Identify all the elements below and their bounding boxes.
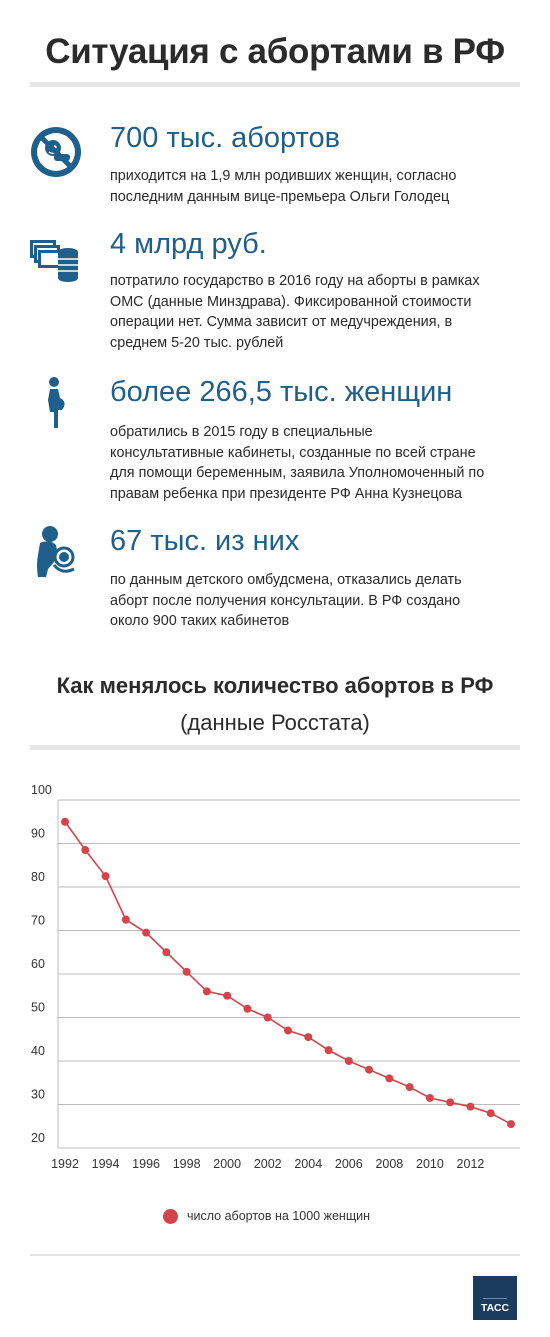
title-divider — [30, 82, 520, 87]
series-line — [65, 822, 511, 1124]
data-point — [223, 992, 231, 1000]
pregnant-woman-icon — [28, 376, 84, 432]
data-point — [365, 1066, 373, 1074]
footer-divider — [30, 1254, 520, 1256]
data-point — [385, 1074, 393, 1082]
fact-headline: 4 млрд руб. — [110, 228, 267, 260]
x-tick-label: 2010 — [416, 1157, 444, 1171]
x-tick-label: 2012 — [456, 1157, 485, 1171]
data-point — [183, 968, 191, 976]
data-point — [284, 1027, 292, 1035]
data-point — [487, 1109, 495, 1117]
x-tick-label: 1996 — [132, 1157, 160, 1171]
no-baby-icon — [28, 124, 84, 180]
y-tick-label: 80 — [31, 870, 45, 884]
data-point — [61, 818, 69, 826]
y-tick-label: 90 — [31, 826, 45, 841]
data-point — [203, 987, 211, 995]
y-tick-label: 60 — [31, 957, 45, 971]
data-point — [406, 1083, 414, 1091]
chart-title: Как менялось количество абортов в РФ — [56, 673, 494, 698]
fact-headline: 700 тыс. абортов — [110, 122, 341, 154]
data-point — [345, 1057, 353, 1065]
x-tick-label: 2000 — [213, 1157, 242, 1171]
data-point — [466, 1103, 474, 1111]
x-tick-label: 1992 — [51, 1157, 79, 1171]
data-point — [122, 916, 130, 924]
y-tick-label: 20 — [31, 1131, 45, 1145]
fact-headline: 67 тыс. из них — [110, 525, 300, 557]
x-tick-label: 1998 — [172, 1157, 201, 1171]
data-point — [446, 1098, 454, 1106]
data-point — [81, 846, 89, 854]
fact-description: по данным детского омбудсмена, отказались делать аборт после получения консультации. В РФ создано около 900 таких кабинетов — [110, 572, 462, 629]
x-tick-label: 2008 — [375, 1157, 404, 1171]
page-title: Ситуация с абортами в РФ — [45, 32, 505, 71]
y-tick-label: 30 — [31, 1087, 45, 1102]
mother-child-icon — [28, 525, 84, 581]
y-tick-label: 100 — [31, 783, 52, 797]
legend-marker — [163, 1209, 178, 1224]
x-tick-label: 2006 — [334, 1157, 363, 1171]
money-stack-icon — [28, 232, 84, 288]
fact-description: потратило государство в 2016 году на аборты в рамках ОМС (данные Минздрава). Фиксированной стоимости операции нет. Сумма зависит от медучреждения, в среднем 5-20 тыс. рублей — [110, 273, 480, 351]
fact-headline: более 266,5 тыс. женщин — [110, 376, 453, 408]
data-point — [304, 1033, 312, 1041]
tass-logo: ТАСС — [473, 1276, 517, 1320]
chart-subtitle: (данные Росстата) — [180, 710, 370, 735]
legend-label: число абортов на 1000 женщин — [187, 1209, 370, 1223]
abortion-rate-chart — [0, 780, 550, 1180]
data-point — [325, 1046, 333, 1054]
data-point — [264, 1014, 272, 1022]
data-point — [243, 1005, 251, 1013]
x-tick-label: 2002 — [253, 1157, 282, 1171]
data-point — [162, 948, 170, 956]
fact-description: приходится на 1,9 млн родивших женщин, согласно последним данным вице-премьера Ольги Голодец — [110, 168, 457, 205]
data-point — [102, 872, 110, 880]
y-tick-label: 40 — [31, 1044, 45, 1058]
y-tick-label: 70 — [31, 913, 45, 928]
data-point — [142, 929, 150, 937]
x-tick-label: 2004 — [294, 1157, 323, 1171]
x-tick-label: 1994 — [91, 1157, 120, 1171]
fact-description: обратились в 2015 году в специальные консультативные кабинеты, созданные по всей стране для помощи беременным, заявила Уполномоченный по правам ребенка при президенте РФ Анна Кузнецова — [110, 424, 485, 502]
data-point — [426, 1094, 434, 1102]
y-tick-label: 50 — [31, 1000, 45, 1015]
chart-divider — [30, 745, 520, 750]
data-point — [507, 1120, 515, 1128]
